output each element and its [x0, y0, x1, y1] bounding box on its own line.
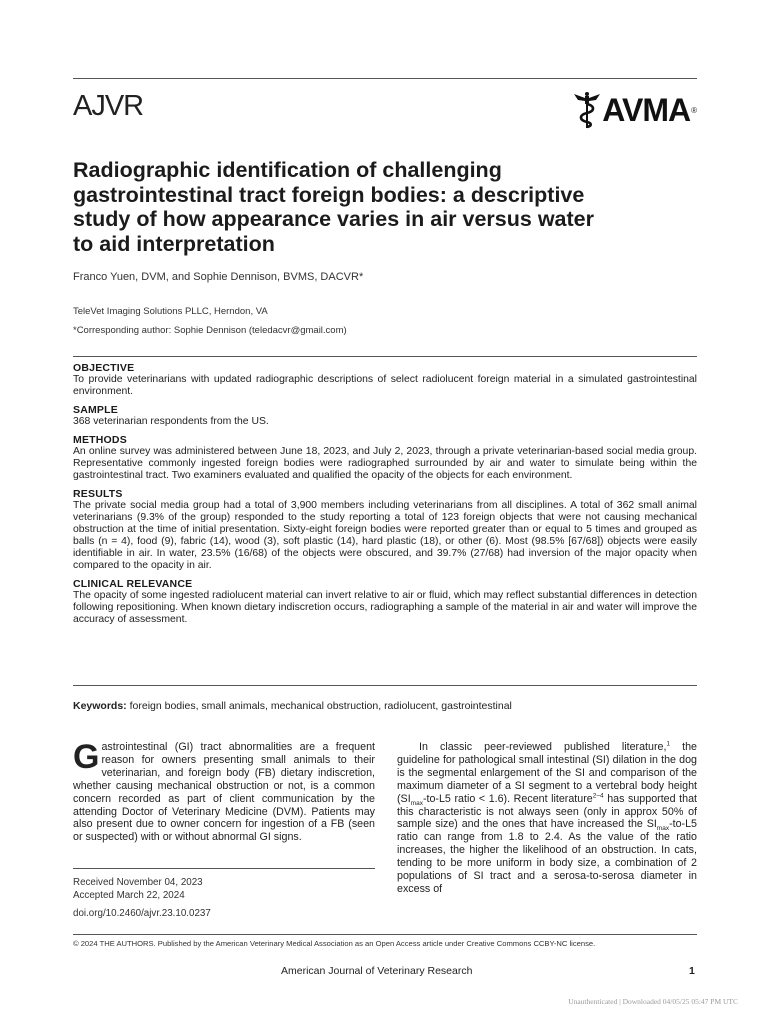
- drop-cap: G: [73, 738, 100, 776]
- citation-ref[interactable]: 1: [666, 740, 671, 748]
- abstract-heading-clinical-relevance: CLINICAL RELEVANCE: [73, 578, 193, 590]
- article-dates: [73, 877, 203, 902]
- keywords-label: Keywords:: [73, 700, 127, 712]
- doi-link[interactable]: doi.org/10.2460/ajvr.23.10.0237: [73, 908, 211, 919]
- avma-logo: AVMA ®: [572, 90, 697, 130]
- intro-paragraph: astrointestinal (GI) tract abnormalities are a frequent reason for owners presenting small animals to their veterinarian, and foreign body (FB) dietary indiscretion, whether causing mechanical obstruction or not, is a common concern recorded as part of client communication by the attending Doctor of Veterinary Medicine (DVM). Patients may also present due to owner concern for ingestion of a FB (seen or suspected) with or without abnormal GI signs.: [73, 741, 375, 844]
- title-line: Radiographic identification of challenging: [73, 158, 502, 182]
- abstract-bottom-rule: [73, 685, 697, 686]
- corresponding-author: *Corresponding author: Sophie Dennison (teledacvr@gmail.com): [73, 325, 347, 336]
- top-rule: [73, 78, 697, 79]
- abstract: [73, 362, 697, 626]
- abstract-body-clinical-relevance: The opacity of some ingested radiolucent material can invert relative to air or fluid, which may reflect substantial differences in detection following repositioning. When known dietary indiscretion occurs, radiographing a sample of the material in air and water will improve the accuracy of assessment.: [73, 590, 697, 625]
- caduceus-icon: [572, 90, 602, 130]
- journal-logo: AJVR: [73, 90, 144, 122]
- citation-ref[interactable]: 2–4: [592, 792, 604, 800]
- body-column-right: In classic peer-reviewed published literature,$^1$ the guideline for pathological small intestinal (SI) dilation in the dog is the segmental enlargement of the SI and comparison of the maximum diameter of a SI segment to a vertebral body height ($SI_{max}-to-L5$ ratio < 1.6). Recent literature$^{2-4}$ has supported that this characteristic is not always seen (only in approx 50% of sample size) and the ones that have increased the $SI_{max}-to-L5$ ratio can range from 1.8 to 2.4. As the value of the ratio increases, the higher the likelihood of an obstruction. In cats, tending to be more uniform in body size, a combination of 2 populations of SI tract and a serosa-to-serosa diameter in excess of: [397, 740, 698, 895]
- authors: Franco Yuen, DVM, and Sophie Dennison, BVMS, DACVR*: [73, 271, 364, 283]
- abstract-heading-sample: SAMPLE: [73, 404, 118, 416]
- download-watermark: Unauthenticated | Downloaded 04/05/25 05:47 PM UTC: [568, 997, 738, 1006]
- page-number: 1: [689, 965, 695, 977]
- title-line: study of how appearance varies in air versus water: [73, 207, 594, 231]
- abstract-body-methods: An online survey was administered between June 18, 2023, and July 2, 2023, through a private veterinarian-based social media group. Representative commonly ingested foreign bodies were radiographed surrounded by air and water to simulate being within the gastrointestinal tract. Two examiners evaluated and qualified the opacity of the objects for each environment.: [73, 446, 697, 481]
- abstract-body-sample: 368 veterinarian respondents from the US.: [73, 416, 269, 427]
- keywords-text: foreign bodies, small animals, mechanical obstruction, radiolucent, gastrointestinal: [129, 700, 512, 712]
- body-column-left: [73, 738, 375, 844]
- affiliation: TeleVet Imaging Solutions PLLC, Herndon, VA: [73, 306, 268, 317]
- abstract-heading-methods: METHODS: [73, 434, 127, 446]
- abstract-body-results: The private social media group had a total of 3,900 members including veterinarians from all disciplines. A total of 362 small animal veterinarians (9.3% of the group) responded to the study reporting a total of 123 foreign objects that were not causing mechanical obstruction at the time of initial presentation. Sixty-eight foreign bodies were reported greater than or equal to 5 times and grouped as balls (n = 4), food (9), fabric (14), wood (3), soft plastic (14), hard plastic (18), or other (6). Most (98.5% [67/68]) objects were easily identifiable in air. In water, 23.5% (16/68) of the objects were obscured, and 39.7% (27/68) had inversion of the major opacity when compared to the opacity in air.: [73, 500, 697, 571]
- dates-rule: [73, 868, 375, 869]
- article-title: [73, 158, 673, 256]
- abstract-heading-results: RESULTS: [73, 488, 123, 500]
- keywords: [73, 700, 512, 712]
- accepted-date: Accepted March 22, 2024: [73, 889, 185, 901]
- received-date: Received November 04, 2023: [73, 877, 203, 888]
- abstract-heading-objective: OBJECTIVE: [73, 362, 135, 374]
- abstract-body-objective: To provide veterinarians with updated radiographic descriptions of select radiolucent foreign material in a simulated gastrointestinal environment.: [73, 374, 697, 397]
- copyright-notice: © 2024 THE AUTHORS. Published by the American Veterinary Medical Association as an Open Access article under Creative Commons CCBY-NC license.: [73, 939, 596, 948]
- abstract-top-rule: [73, 356, 697, 357]
- title-line: to aid interpretation: [73, 231, 275, 256]
- footer-rule: [73, 934, 697, 935]
- title-line: gastrointestinal tract foreign bodies: a descriptive: [73, 182, 585, 207]
- footer-journal-name: American Journal of Veterinary Research: [281, 965, 473, 977]
- avma-wordmark: AVMA: [602, 91, 691, 128]
